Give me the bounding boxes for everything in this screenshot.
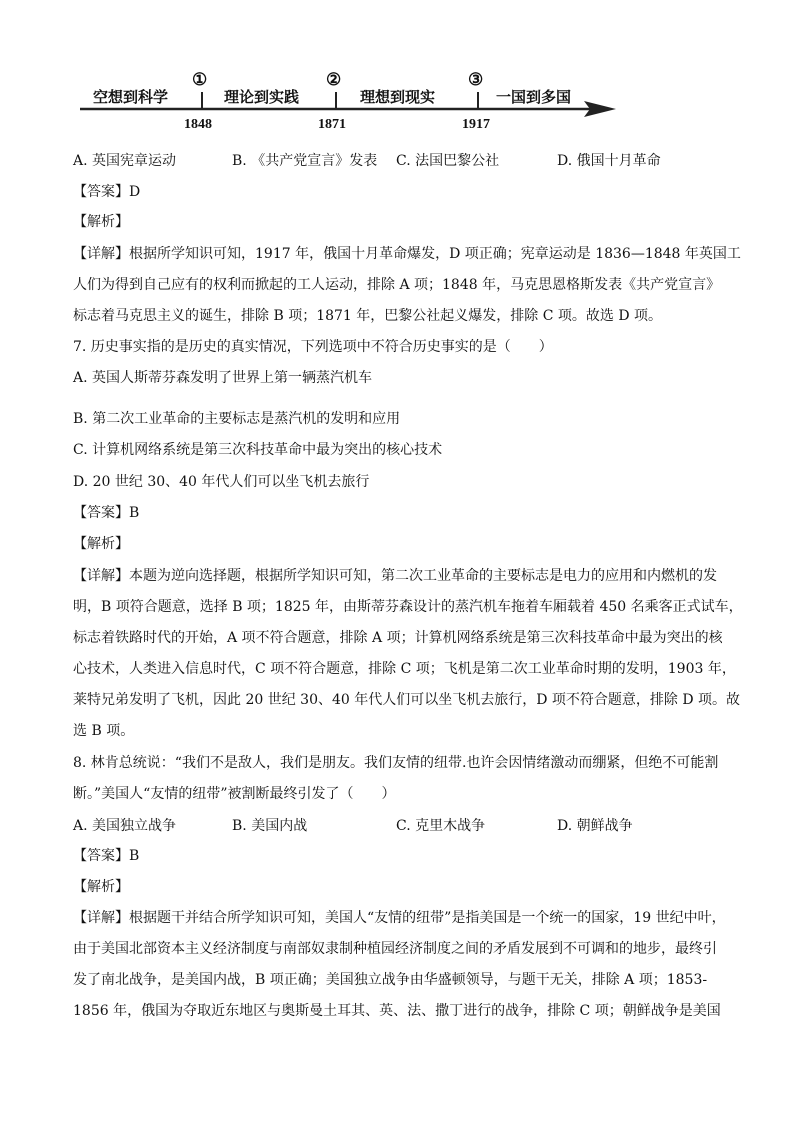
q8-option-a: A. 美国独立战争	[73, 818, 177, 834]
q6-detail-line-3: 标志着马克思主义的诞生，排除 B 项；1871 年，巴黎公社起义爆发，排除 C 项。故选 D 项。	[73, 308, 663, 324]
q7-option-b: B. 第二次工业革命的主要标志是蒸汽机的发明和应用	[73, 411, 401, 427]
q7-detail-line-1: 【详解】本题为逆向选择题，根据所学知识可知，第二次工业革命的主要标志是电力的应用和内燃机的发	[73, 568, 717, 584]
q6-option-a: A. 英国宪章运动	[73, 153, 177, 169]
timeline-marker-2: ②	[326, 70, 342, 90]
timeline-tick-3	[477, 92, 479, 108]
q7-detail-line-6: 选 B 项。	[73, 723, 135, 739]
q6-option-d: D. 俄国十月革命	[557, 153, 661, 169]
q8-detail-line-1: 【详解】根据题干并结合所学知识可知，美国人“友情的纽带”是指美国是一个统一的国家，19 世纪中叶，	[73, 910, 726, 926]
q8-option-b: B. 美国内战	[232, 818, 308, 834]
q6-detail-line-1: 【详解】根据所学知识可知，1917 年，俄国十月革命爆发，D 项正确；宪章运动是 1836—1848 年英国工	[73, 246, 741, 262]
q6-analysis-label: 【解析】	[73, 214, 129, 230]
q6-option-c: C. 法国巴黎公社	[396, 153, 500, 169]
timeline-tick-2	[335, 92, 337, 108]
q8-option-c: C. 克里木战争	[396, 818, 486, 834]
q7-detail-line-4: 心技术，人类进入信息时代，C 项不符合题意，排除 C 项；飞机是第二次工业革命时期的发明，1903 年，	[73, 661, 736, 677]
timeline-tick-1	[201, 92, 203, 108]
q7-option-a: A. 英国人斯蒂芬森发明了世界上第一辆蒸汽机车	[73, 370, 373, 386]
q8-detail-line-4: 1856 年，俄国为夺取近东地区与奥斯曼土耳其、英、法、撒丁进行的战争，排除 C 项；朝鲜战争是美国	[73, 1003, 721, 1019]
timeline-year-3: 1917	[462, 117, 490, 132]
q7-detail-line-2: 明，B 项符合题意，选择 B 项；1825 年，由斯蒂芬森设计的蒸汽机车拖着车厢载着 450 名乘客正式试车，	[73, 599, 743, 615]
timeline-segment-2: 理论到实践	[224, 88, 300, 106]
q7-stem: 7. 历史事实指的是历史的真实情况，下列选项中不符合历史事实的是（ ）	[73, 339, 553, 355]
q7-detail-line-5: 莱特兄弟发明了飞机，因此 20 世纪 30、40 年代人们可以坐飞机去旅行，D 项不符合题意，排除 D 项。故	[73, 692, 741, 708]
q6-detail-line-2: 人们为得到自己应有的权利而掀起的工人运动，排除 A 项；1848 年，马克思恩格斯发表《共产党宣言》	[73, 277, 721, 293]
q8-stem-line-2: 断。”美国人“友情的纽带”被割断最终引发了（ ）	[73, 786, 396, 802]
q8-option-d: D. 朝鲜战争	[557, 818, 633, 834]
q8-detail-line-3: 发了南北战争，是美国内战，B 项正确；美国独立战争由华盛顿领导，与题干无关，排除 A 项；1853-	[73, 972, 708, 988]
q8-answer: 【答案】B	[73, 848, 140, 864]
timeline-year-2: 1871	[318, 117, 346, 132]
q7-detail-line-3: 标志着铁路时代的开始，A 项不符合题意，排除 A 项；计算机网络系统是第三次科技革命中最为突出的核	[73, 630, 723, 646]
q6-option-b: B. 《共产党宣言》发表	[232, 153, 378, 169]
q6-answer: 【答案】D	[73, 184, 141, 200]
timeline-segment-3: 理想到现实	[360, 88, 436, 106]
q7-option-c: C. 计算机网络系统是第三次科技革命中最为突出的核心技术	[73, 442, 443, 458]
timeline-year-1: 1848	[184, 117, 212, 132]
q8-analysis-label: 【解析】	[73, 879, 129, 895]
q8-stem-line-1: 8. 林肯总统说：“我们不是敌人，我们是朋友。我们友情的纽带.也许会因情绪激动而绷紧，但绝不可能割	[73, 755, 719, 771]
q7-answer: 【答案】B	[73, 505, 140, 521]
q8-detail-line-2: 由于美国北部资本主义经济制度与南部奴隶制种植园经济制度之间的矛盾发展到不可调和的地步，最终引	[73, 941, 717, 957]
q7-option-d: D. 20 世纪 30、40 年代人们可以坐飞机去旅行	[73, 474, 370, 490]
timeline-segment-4: 一国到多国	[496, 88, 572, 106]
q7-analysis-label: 【解析】	[73, 536, 129, 552]
timeline-marker-3: ③	[468, 70, 484, 90]
timeline-segment-1: 空想到科学	[93, 88, 169, 106]
timeline-marker-1: ①	[192, 70, 208, 90]
